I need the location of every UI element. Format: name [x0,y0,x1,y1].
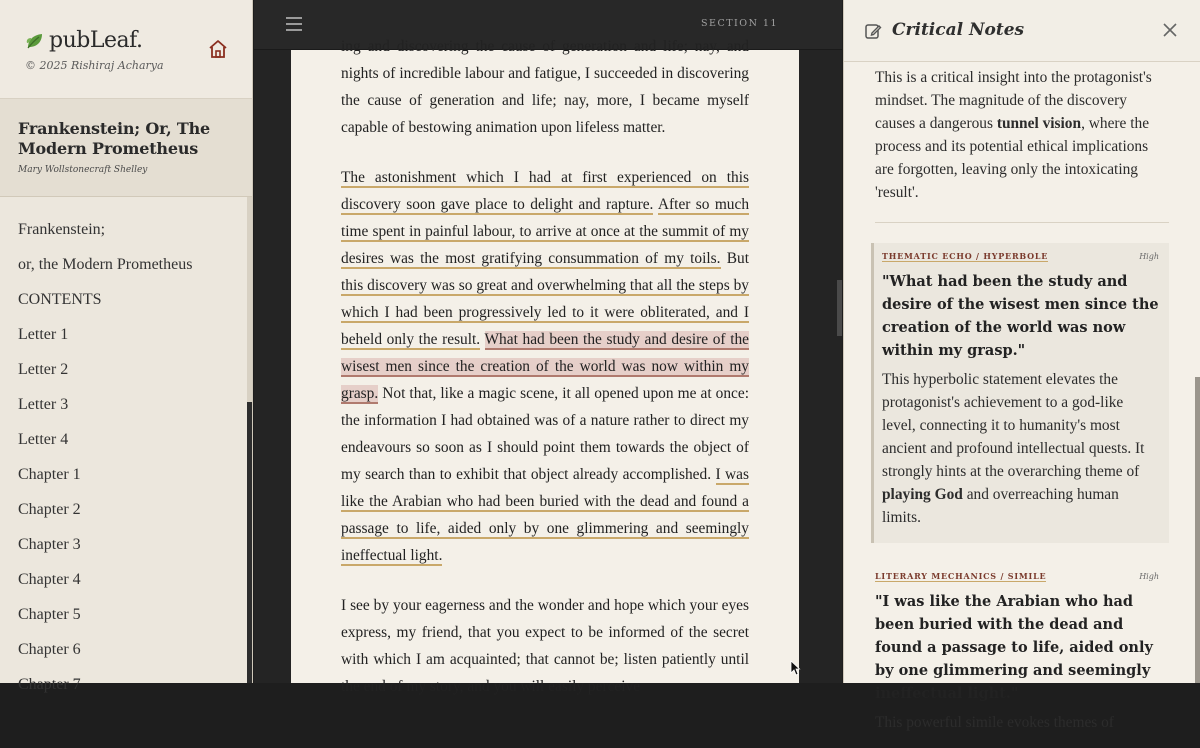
book-info [0,99,252,197]
toc-item[interactable]: Chapter 5 [18,606,81,623]
highlight[interactable]: After so much time spent in painful labour, to arrive at once at the summit of my desires was the most gratifying consummation of my toils. [341,196,750,267]
note-text [875,62,1169,223]
toc-item[interactable]: Letter 4 [18,431,69,448]
note-quote: "I was like the Arabian who had been buried with the dead and found a passage to life, aided only by one glimmering and seemingly ineffectual light." [875,593,1153,702]
reader-scrollbar-thumb[interactable] [837,280,842,336]
book-page [291,38,799,695]
brand-header [0,0,252,99]
notes-header [844,0,1200,62]
toc-item[interactable]: Frankenstein; [18,221,106,238]
highlight[interactable]: I was like the Arabian who had been buried with the dead and found a passage to life, aided only by one glimmering and seemingly ineffectual light. [341,466,749,564]
toc-item[interactable]: Letter 2 [18,361,69,378]
logo-text: pubLeaf. [49,28,143,53]
highlight[interactable]: this discovery was so great and overwhelming that all the steps by which I had been progressively led to it were obliterated, and I beheld only the result. [341,277,749,348]
paragraph [341,164,749,569]
paragraph-text: Not that, like a magic scene, it all opened upon me at once: the information I had obtained was of a nature rather to direct my endeavours so soon as I should point them towards the object of my search than to exhibit that object already accomplished. [341,385,749,483]
note-text-part: , where the process and its potential ethical implications are forgotten, leaving only the intoxicating 'result'. [875,115,1150,201]
mouse-cursor-icon [790,660,800,676]
note-quote: "What had been the study and desire of the wisest men since the creation of the world was now within my grasp." [882,273,1159,359]
note-text-part: This is a critical insight into the protagonist's mindset. The magnitude of the discovery causes a dangerous [875,69,1152,132]
note-text-part: and overreaching human limits. [882,486,1119,526]
home-icon[interactable] [207,38,229,60]
highlight-active[interactable]: What had been the study and desire of the wisest men since the creation of the world was now within my grasp. [341,331,749,402]
toc-item[interactable]: or, the Modern Prometheus [18,256,193,273]
note-priority: High [1139,572,1159,581]
toc-item[interactable]: Chapter 4 [18,571,81,588]
toc-item[interactable]: CONTENTS [18,291,102,308]
paragraph: I see by your eagerness and the wonder and hope which your eyes express, my friend, that you expect to be informed of the secret with which I am acquainted; that cannot be; listen patiently until the end of my story, and you will easily perceive [341,597,749,695]
toc-item[interactable]: Chapter 3 [18,536,81,553]
toc-scrollbar-thumb[interactable] [247,402,252,683]
copyright-text: © 2025 Rishiraj Acharya [25,59,164,72]
toc-item[interactable]: Chapter 2 [18,501,81,518]
note-tag: THEMATIC ECHO / HYPERBOLE [882,251,1049,261]
notes-scrollbar-thumb[interactable] [1195,377,1200,683]
notes-title: Critical Notes [892,20,1025,40]
toc-item[interactable]: Chapter 6 [18,641,81,658]
note-emphasis: playing God [882,486,963,503]
note-text: This powerful simile evokes themes of [875,714,1114,731]
section-label: SECTION 11 [701,18,779,29]
reader [254,0,842,695]
note-text [882,368,1159,529]
book-title: Frankenstein; Or, The Modern Prometheus [18,119,211,158]
note-text-part: This hyperbolic statement elevates the protagonist's achievement to a god-like level, connecting it to humanity's most ancient and profound intellectual quests. It strongly hints at the overarching theme of [882,371,1145,480]
leaf-icon [25,31,45,51]
edit-note-icon [864,22,882,40]
highlight[interactable]: The astonishment which I had at first experienced on this discovery soon gave place to delight and rapture. [341,169,749,213]
paragraph: ing and discovering the cause of generation and life; nay, and nights of incredible labour and fatigue, I succeeded in discovering the cause of generation and life; nay, more, I became myself capable of bestowing animation upon lifeless matter. [341,38,749,136]
note-priority: High [1139,252,1159,261]
toc-item[interactable]: Chapter 7 [18,676,81,693]
hamburger-menu-icon[interactable] [286,17,302,31]
book-author: Mary Wollstonecraft Shelley [18,165,148,175]
note-emphasis: tunnel vision [996,115,1082,132]
toc-item[interactable]: Letter 1 [18,326,69,343]
note-card[interactable] [871,563,1169,748]
paragraph-text: But [726,250,749,267]
critical-notes-panel [843,0,1200,731]
note-tag: LITERARY MECHANICS / SIMILE [875,571,1047,581]
close-icon[interactable] [1162,22,1178,38]
table-of-contents [0,197,248,693]
toc-item[interactable]: Chapter 1 [18,466,81,483]
note-card-active[interactable] [871,243,1169,543]
notes-list [844,62,1200,731]
sidebar [0,0,253,693]
toc-item[interactable]: Letter 3 [18,396,69,413]
